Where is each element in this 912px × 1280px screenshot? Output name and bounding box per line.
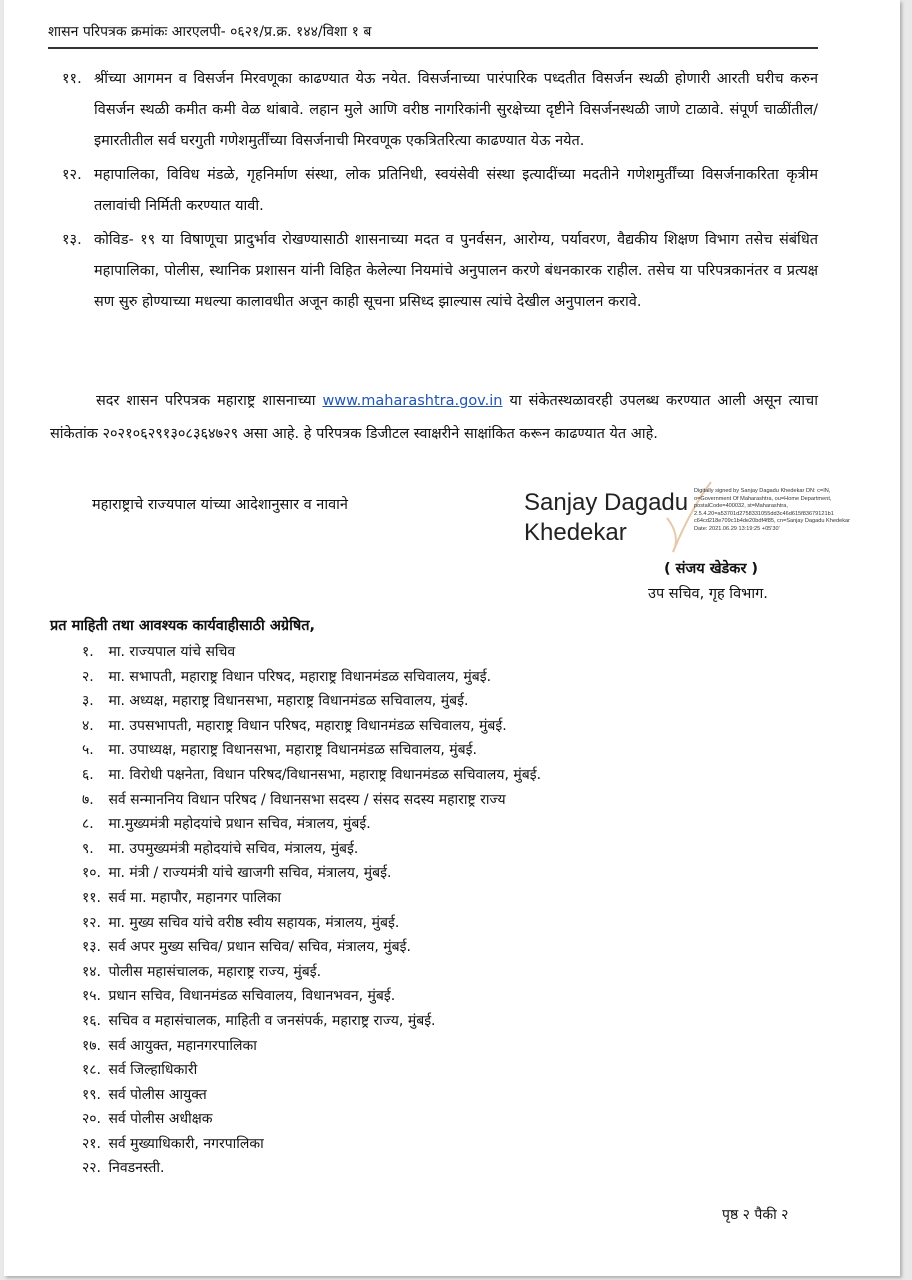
item-number: ६. [82,766,94,783]
item-number: ९. [82,840,94,857]
clause-12 [50,160,818,222]
item-text: सर्व पोलीस अधीक्षक [108,1111,213,1128]
clause-text: महापालिका, विविध मंडळे, गृहनिर्माण संस्था, लोक प्रतिनिधी, स्वयंसेवी संस्था इत्यादींच्या मदतीने गणेशमुर्तींच्या विसर्जनाकरिता कृत्रीम तलावांची निर्मिती करण्यात यावी. [94,167,818,214]
item-number: ५. [82,742,94,759]
item-number: ७. [82,791,94,808]
item-number: २१. [82,1135,102,1152]
item-text: सर्व मा. महापौर, महानगर पालिका [108,889,282,906]
list-item [82,665,782,690]
paragraph-text-end: या संकेतस्थळावरही उपलब्ध करण्यात आली असून त्याचा सांकेतांक २०२१०६२९१३०८३६४७२९ असा आहे. हे परिपत्रक डिजीटल स्वाक्षरीने साक्षांकित करून काढण्यात येत आहे. [50,393,818,442]
item-text: मा. राज्यपाल यांचे सचिव [108,644,236,660]
item-text: मा. अध्यक्ष, महाराष्ट्र विधानसभा, महाराष्ट्र विधानमंडळ सचिवालय, मुंबई. [108,693,469,710]
list-item [82,689,782,714]
digital-signature-details: Digitally signed by Sanjay Dagadu Khedekar DN: c=IN, o=Government Of Maharashtra, ou=Home Department, postalCode=400032, st=Maharashtra, 2.5.4.20=a53701d2758331055dd3c46d615f83679121b1 c64cd218e709c1b4de20bdf4f85, cn=Sanjay Dagadu Khedekar Date: 2021.06.29 13:19:25 +05'30' [694,488,850,532]
item-text: मा. सभापती, महाराष्ट्र विधान परिषद, महाराष्ट्र विधानमंडळ सचिवालय, मुंबई. [108,668,492,685]
item-text: सर्व आयुक्त, महानगरपालिका [108,1037,257,1054]
list-item [82,1132,782,1157]
digital-signature-name [524,488,688,548]
clause-number: १२. [62,167,82,183]
list-item [82,935,782,960]
signatory-designation: उप सचिव, गृह विभाग. [648,586,768,602]
signature-name-line1: Sanjay Dagadu [524,489,689,516]
list-item [82,984,782,1009]
order-line: महाराष्ट्राचे राज्यपाल यांच्या आदेशानुसार व नावाने [92,497,348,513]
item-number: १०. [82,865,102,882]
item-text: सर्व पोलीस आयुक्त [108,1086,207,1103]
item-number: १७. [82,1037,102,1054]
list-item [82,1156,782,1181]
list-item [82,1009,782,1034]
list-item [82,837,782,862]
item-number: ३. [82,693,94,710]
copy-to-heading: प्रत माहिती तथा आवश्यक कार्यवाहीसाठी अग्रेषित, [50,618,316,634]
item-text: मा. उपाध्यक्ष, महाराष्ट्र विधानसभा, महाराष्ट्र विधानमंडळ सचिवालय, मुंबई. [108,742,477,759]
item-text: सर्व मुख्याधिकारी, नगरपालिका [108,1135,264,1152]
paragraph-text-start: सदर शासन परिपत्रक महाराष्ट्र शासनाच्या [96,393,323,409]
clause-number: १३. [62,232,82,248]
item-text: मा. मुख्य सचिव यांचे वरीष्ठ स्वीय सहायक, मंत्रालय, मुंबई. [108,914,400,931]
item-number: ४. [82,717,94,734]
item-number: १४. [82,963,102,980]
item-text: मा. मंत्री / राज्यमंत्री यांचे खाजगी सचिव, मंत्रालय, मुंबई. [108,865,392,882]
website-link[interactable]: www.maharashtra.gov.in [322,393,503,409]
item-text: पोलीस महासंचालक, महाराष्ट्र राज्य, मुंबई. [108,963,322,980]
list-item [82,886,782,911]
signatory-name: ( संजय खेडेकर ) [664,561,759,577]
item-number: १६. [82,1012,102,1029]
item-number: २२. [82,1160,102,1177]
document-page [4,0,900,1276]
header-divider [48,47,818,49]
list-item [82,812,782,837]
item-text: मा. उपसभापती, महाराष्ट्र विधान परिषद, महाराष्ट्र विधानमंडळ सचिवालय, मुंबई. [108,717,507,734]
item-number: १८. [82,1062,102,1079]
list-item [82,1107,782,1132]
item-number: ११. [82,889,102,906]
list-item [82,788,782,813]
list-item [82,1058,782,1083]
list-item [82,738,782,763]
item-number: १३. [82,939,102,956]
clause-text: श्रींच्या आगमन व विसर्जन मिरवणूका काढण्यात येऊ नयेत. विसर्जनाच्या पारंपारिक पध्दतीत विसर्जन स्थळी होणारी आरती घरीच करुन विसर्जन स्थळी कमीत कमी वेळ थांबावे. लहान मुले आणि वरीष्ठ नागरिकांनी सुरक्षेच्या दृष्टीने विसर्जनस्थळी जाणे टाळावे. संपूर्ण चाळींतील/इमारतीतील सर्व घरगुती गणेशमुर्तींच्या विसर्जनाची मिरवणूक एकत्रितरित्या काढण्यात येऊ नयेत. [94,71,818,149]
item-number: २. [82,668,94,685]
item-text: मा.मुख्यमंत्री महोदयांचे प्रधान सचिव, मंत्रालय, मुंबई. [108,816,371,833]
list-item [82,763,782,788]
list-item [82,861,782,886]
item-number: १२. [82,914,102,931]
recipient-list [82,640,782,1181]
item-text: मा. उपमुख्यमंत्री महोदयांचे सचिव, मंत्रालय, मुंबई. [108,840,359,857]
item-number: २०. [82,1111,102,1128]
item-text: सचिव व महासंचालक, माहिती व जनसंपर्क, महाराष्ट्र राज्य, मुंबई. [108,1012,436,1029]
item-text: सर्व सन्माननिय विधान परिषद / विधानसभा सदस्य / संसद सदस्य महाराष्ट्र राज्य [108,791,506,808]
list-item [82,714,782,739]
signature-name-line2: Khedekar [524,519,627,546]
item-number: ८. [82,816,94,833]
circular-header: शासन परिपत्रक क्रमांकः आरएलपी- ०६२१/प्र.क्र. १४४/विशा १ ब [48,24,372,40]
item-text: प्रधान सचिव, विधानमंडळ सचिवालय, विधानभवन, मुंबई. [108,988,396,1005]
item-number: १९. [82,1086,102,1103]
clauses-section [50,64,818,321]
list-item [82,1034,782,1059]
item-text: निवडनस्ती. [108,1160,165,1177]
clause-text: कोविड- १९ या विषाणूचा प्रादुर्भाव रोखण्यासाठी शासनाच्या मदत व पुनर्वसन, आरोग्य, पर्यावरण, वैद्यकीय शिक्षण विभाग तसेच संबंधित महापालिका, पोलीस, स्थानिक प्रशासन यांनी विहित केलेल्या नियमांचे अनुपालन करणे बंधनकारक राहील. तसेच या परिपत्रकानंतर व प्रत्यक्ष सण सुरु होण्याच्या मधल्या कालावधीत अजून काही सूचना प्रसिध्द झाल्यास त्यांचे देखील अनुपालन करावे. [94,232,818,310]
item-text: सर्व जिल्हाधिकारी [108,1062,198,1079]
clause-number: ११. [62,71,82,87]
item-text: मा. विरोधी पक्षनेता, विधान परिषद/विधानसभा, महाराष्ट्र विधानमंडळ सचिवालय, मुंबई. [108,766,542,783]
publication-paragraph [50,385,818,451]
list-item [82,960,782,985]
list-item [82,1083,782,1108]
clause-13 [50,225,818,318]
item-text: सर्व अपर मुख्य सचिव/ प्रधान सचिव/ सचिव, मंत्रालय, मुंबई. [108,939,411,956]
item-number: १. [82,644,94,660]
list-item [82,911,782,936]
page-number: पृष्ठ २ पैकी २ [722,1207,789,1223]
item-number: १५. [82,988,102,1005]
list-item [82,640,782,665]
clause-11 [50,64,818,157]
